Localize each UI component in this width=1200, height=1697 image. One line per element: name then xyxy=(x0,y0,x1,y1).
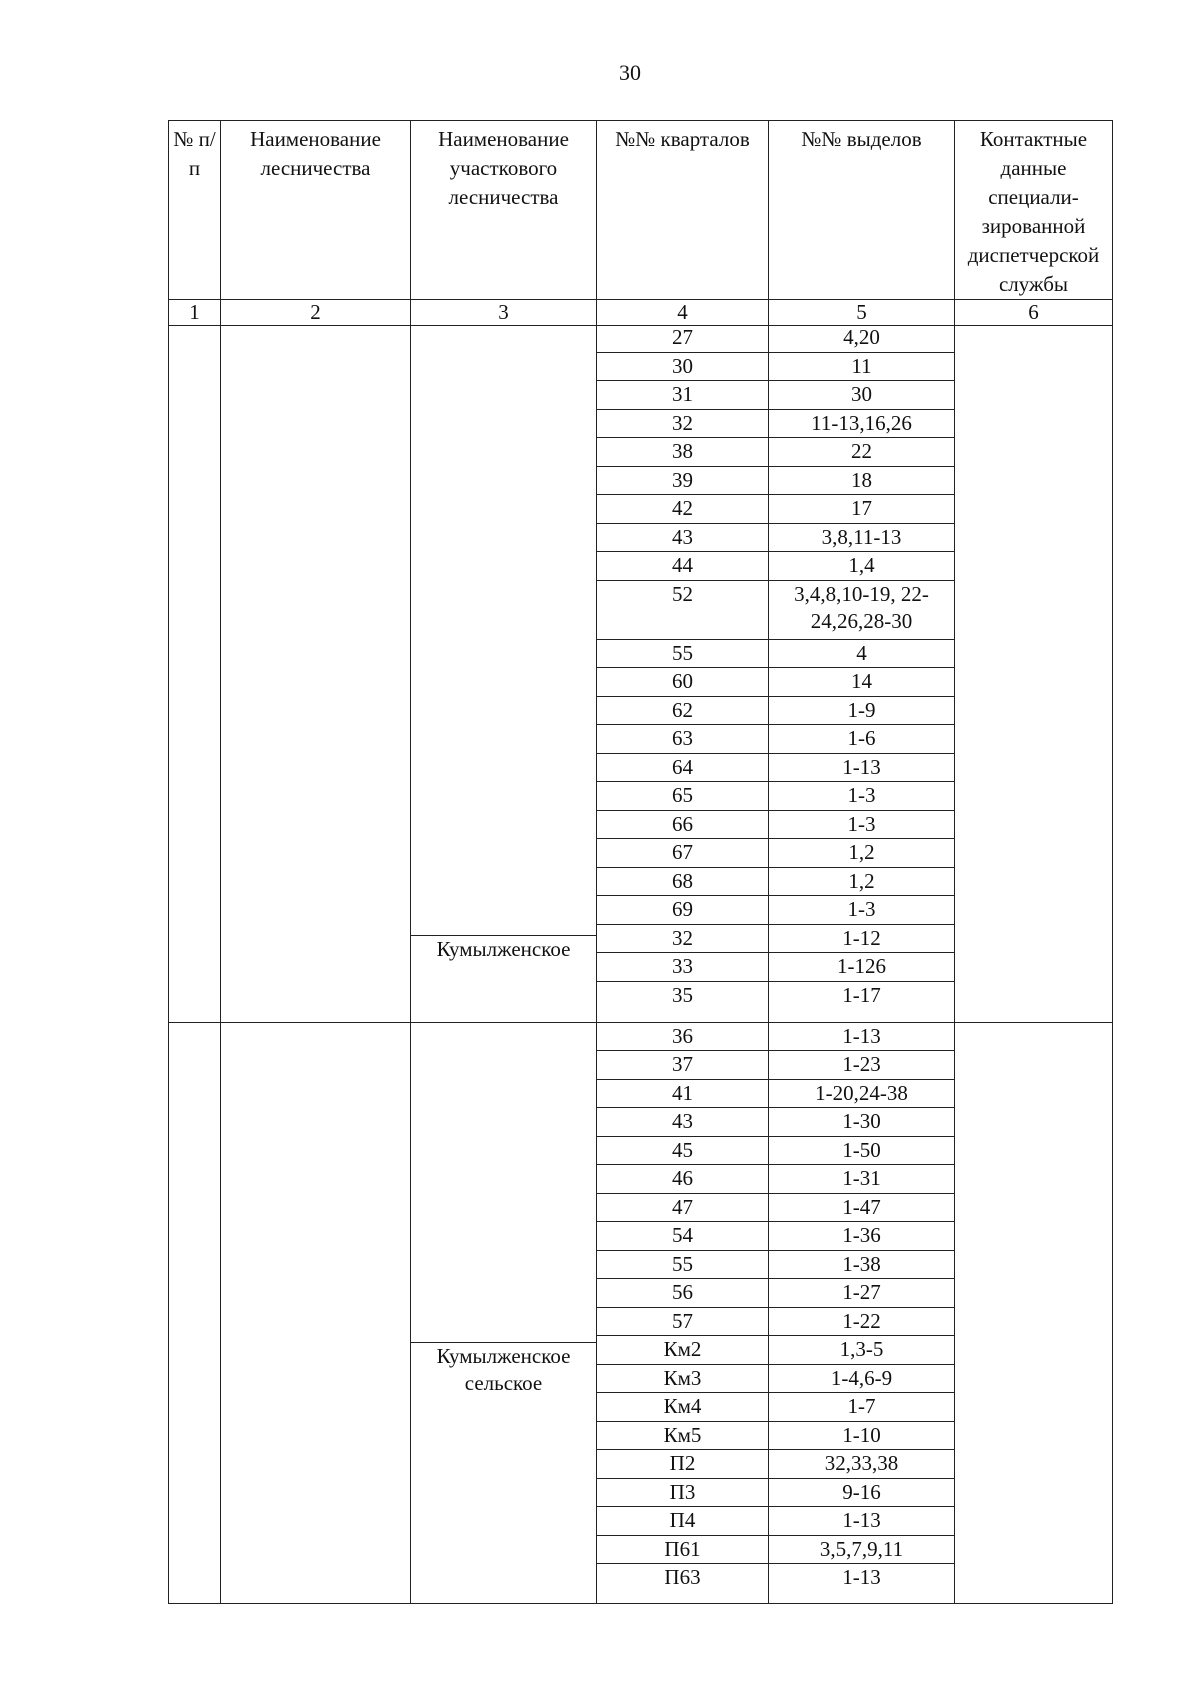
table-body xyxy=(168,324,1113,1604)
header-col-district-forestry: Наименование участкового лесничества xyxy=(411,121,597,300)
quarter-value: 38 xyxy=(597,438,768,467)
quarter-value: 55 xyxy=(597,1251,768,1280)
allotment-value: 1-10 xyxy=(769,1422,954,1451)
allotment-value: 1-12 xyxy=(769,925,954,954)
quarter-value: 32 xyxy=(597,925,768,954)
forestry-cell xyxy=(221,324,411,1022)
quarter-value: 69 xyxy=(597,896,768,925)
district-forestry-name xyxy=(411,324,596,935)
quarters-cell xyxy=(597,1022,769,1603)
allotment-value: 1-47 xyxy=(769,1194,954,1223)
quarter-value: 57 xyxy=(597,1308,768,1337)
district-forestry-name: Кумылженское xyxy=(411,935,596,1022)
table-header xyxy=(168,120,1113,326)
quarters-cell xyxy=(597,324,769,1022)
allotment-value: 4 xyxy=(769,640,954,669)
allotment-value: 1-36 xyxy=(769,1222,954,1251)
quarter-value: 63 xyxy=(597,725,768,754)
quarter-value: 30 xyxy=(597,353,768,382)
column-number: 2 xyxy=(221,300,411,326)
allotment-value: 1-3 xyxy=(769,811,954,840)
quarter-value: 46 xyxy=(597,1165,768,1194)
district-forestry-cell xyxy=(411,324,597,1022)
header-col-allotments: №№ выделов xyxy=(769,121,955,300)
quarter-value: 33 xyxy=(597,953,768,982)
allotment-value: 1-27 xyxy=(769,1279,954,1308)
quarter-value: Км5 xyxy=(597,1422,768,1451)
quarter-value: 60 xyxy=(597,668,768,697)
allotment-value: 1-31 xyxy=(769,1165,954,1194)
quarter-value: 44 xyxy=(597,552,768,581)
table-row-group xyxy=(169,324,1113,1022)
column-number: 1 xyxy=(169,300,221,326)
allotment-value: 1-13 xyxy=(842,1565,881,1589)
allotment-value: 1-9 xyxy=(769,697,954,726)
column-number: 4 xyxy=(597,300,769,326)
allotment-value: 1-22 xyxy=(769,1308,954,1337)
quarter-value: 54 xyxy=(597,1222,768,1251)
quarter-value: 62 xyxy=(597,697,768,726)
allotment-value: 1,2 xyxy=(769,868,954,897)
quarter-value: 65 xyxy=(597,782,768,811)
quarter-value: 68 xyxy=(597,868,768,897)
quarter-value: 45 xyxy=(597,1137,768,1166)
quarter-value: 27 xyxy=(597,324,768,353)
column-number: 3 xyxy=(411,300,597,326)
quarter-value: П4 xyxy=(597,1507,768,1536)
quarter-value: 32 xyxy=(597,410,768,439)
quarter-value: 31 xyxy=(597,381,768,410)
allotment-value: 32,33,38 xyxy=(769,1450,954,1479)
header-row xyxy=(169,121,1113,300)
allotment-value: 1-20,24-38 xyxy=(769,1080,954,1109)
quarter-value: 47 xyxy=(597,1194,768,1223)
quarter-value: П61 xyxy=(597,1536,768,1565)
allotment-value: 1-23 xyxy=(769,1051,954,1080)
contacts-cell xyxy=(955,324,1113,1022)
table-row-group xyxy=(169,1022,1113,1603)
allotment-value: 22 xyxy=(769,438,954,467)
quarter-value: 43 xyxy=(597,1108,768,1137)
allotment-value: 17 xyxy=(769,495,954,524)
district-forestry-name xyxy=(411,1023,596,1342)
allotment-value: 1-4,6-9 xyxy=(769,1365,954,1394)
forestry-cell xyxy=(221,1022,411,1603)
allotment-value: 9-16 xyxy=(769,1479,954,1508)
row-number-cell xyxy=(169,1022,221,1603)
quarter-value: П3 xyxy=(597,1479,768,1508)
district-forestry-name: Кумылженское сельское xyxy=(411,1342,596,1603)
quarter-value: 52 xyxy=(597,581,768,640)
quarter-value: 36 xyxy=(597,1023,768,1052)
allotments-cell xyxy=(769,324,955,1022)
allotment-value: 4,20 xyxy=(769,324,954,353)
allotment-value: 1-13 xyxy=(769,1507,954,1536)
quarter-value: П63 xyxy=(664,1565,701,1589)
header-col-quarters: №№ кварталов xyxy=(597,121,769,300)
contacts-cell xyxy=(955,1022,1113,1603)
allotment-value: 14 xyxy=(769,668,954,697)
quarter-value: 56 xyxy=(597,1279,768,1308)
allotment-value: 3,4,8,10-19, 22-24,26,28-30 xyxy=(769,581,954,640)
allotment-value: 1-17 xyxy=(842,982,881,1007)
header-col-contacts: Контактные данные специали-зированной диспетчерской службы xyxy=(955,121,1113,300)
district-forestry-cell xyxy=(411,1022,597,1603)
quarter-value: Км4 xyxy=(597,1393,768,1422)
quarter-value: 55 xyxy=(597,640,768,669)
allotment-value: 1-6 xyxy=(769,725,954,754)
allotment-value: 1-13 xyxy=(769,754,954,783)
allotment-value: 1-3 xyxy=(769,896,954,925)
allotment-value: 1-30 xyxy=(769,1108,954,1137)
allotment-value: 11-13,16,26 xyxy=(769,410,954,439)
header-col-number: № п/п xyxy=(169,121,221,300)
quarter-value: 39 xyxy=(597,467,768,496)
quarter-value: 37 xyxy=(597,1051,768,1080)
column-number: 5 xyxy=(769,300,955,326)
quarter-value: 67 xyxy=(597,839,768,868)
allotment-value: 3,8,11-13 xyxy=(769,524,954,553)
allotment-value: 1-13 xyxy=(769,1023,954,1052)
quarter-value: 64 xyxy=(597,754,768,783)
quarter-value: 66 xyxy=(597,811,768,840)
quarter-value: Км3 xyxy=(597,1365,768,1394)
row-number-cell xyxy=(169,324,221,1022)
page-number: 30 xyxy=(619,60,641,85)
quarter-value: 42 xyxy=(597,495,768,524)
quarter-value: 41 xyxy=(597,1080,768,1109)
header-col-forestry: Наименование лесничества xyxy=(221,121,411,300)
allotment-value: 1-126 xyxy=(769,953,954,982)
allotment-value: 1,2 xyxy=(769,839,954,868)
quarter-value: 35 xyxy=(672,982,693,1007)
allotments-cell xyxy=(769,1022,955,1603)
column-number: 6 xyxy=(955,300,1113,326)
quarter-value: 43 xyxy=(597,524,768,553)
allotment-value: 18 xyxy=(769,467,954,496)
allotment-value: 1,4 xyxy=(769,552,954,581)
quarter-value: Км2 xyxy=(597,1336,768,1365)
allotment-value: 3,5,7,9,11 xyxy=(769,1536,954,1565)
allotment-value: 30 xyxy=(769,381,954,410)
allotment-value: 1-50 xyxy=(769,1137,954,1166)
quarter-value: П2 xyxy=(597,1450,768,1479)
allotment-value: 1-7 xyxy=(769,1393,954,1422)
column-number-row xyxy=(169,300,1113,326)
allotment-value: 1-38 xyxy=(769,1251,954,1280)
allotment-value: 1,3-5 xyxy=(769,1336,954,1365)
allotment-value: 1-3 xyxy=(769,782,954,811)
allotment-value: 11 xyxy=(769,353,954,382)
